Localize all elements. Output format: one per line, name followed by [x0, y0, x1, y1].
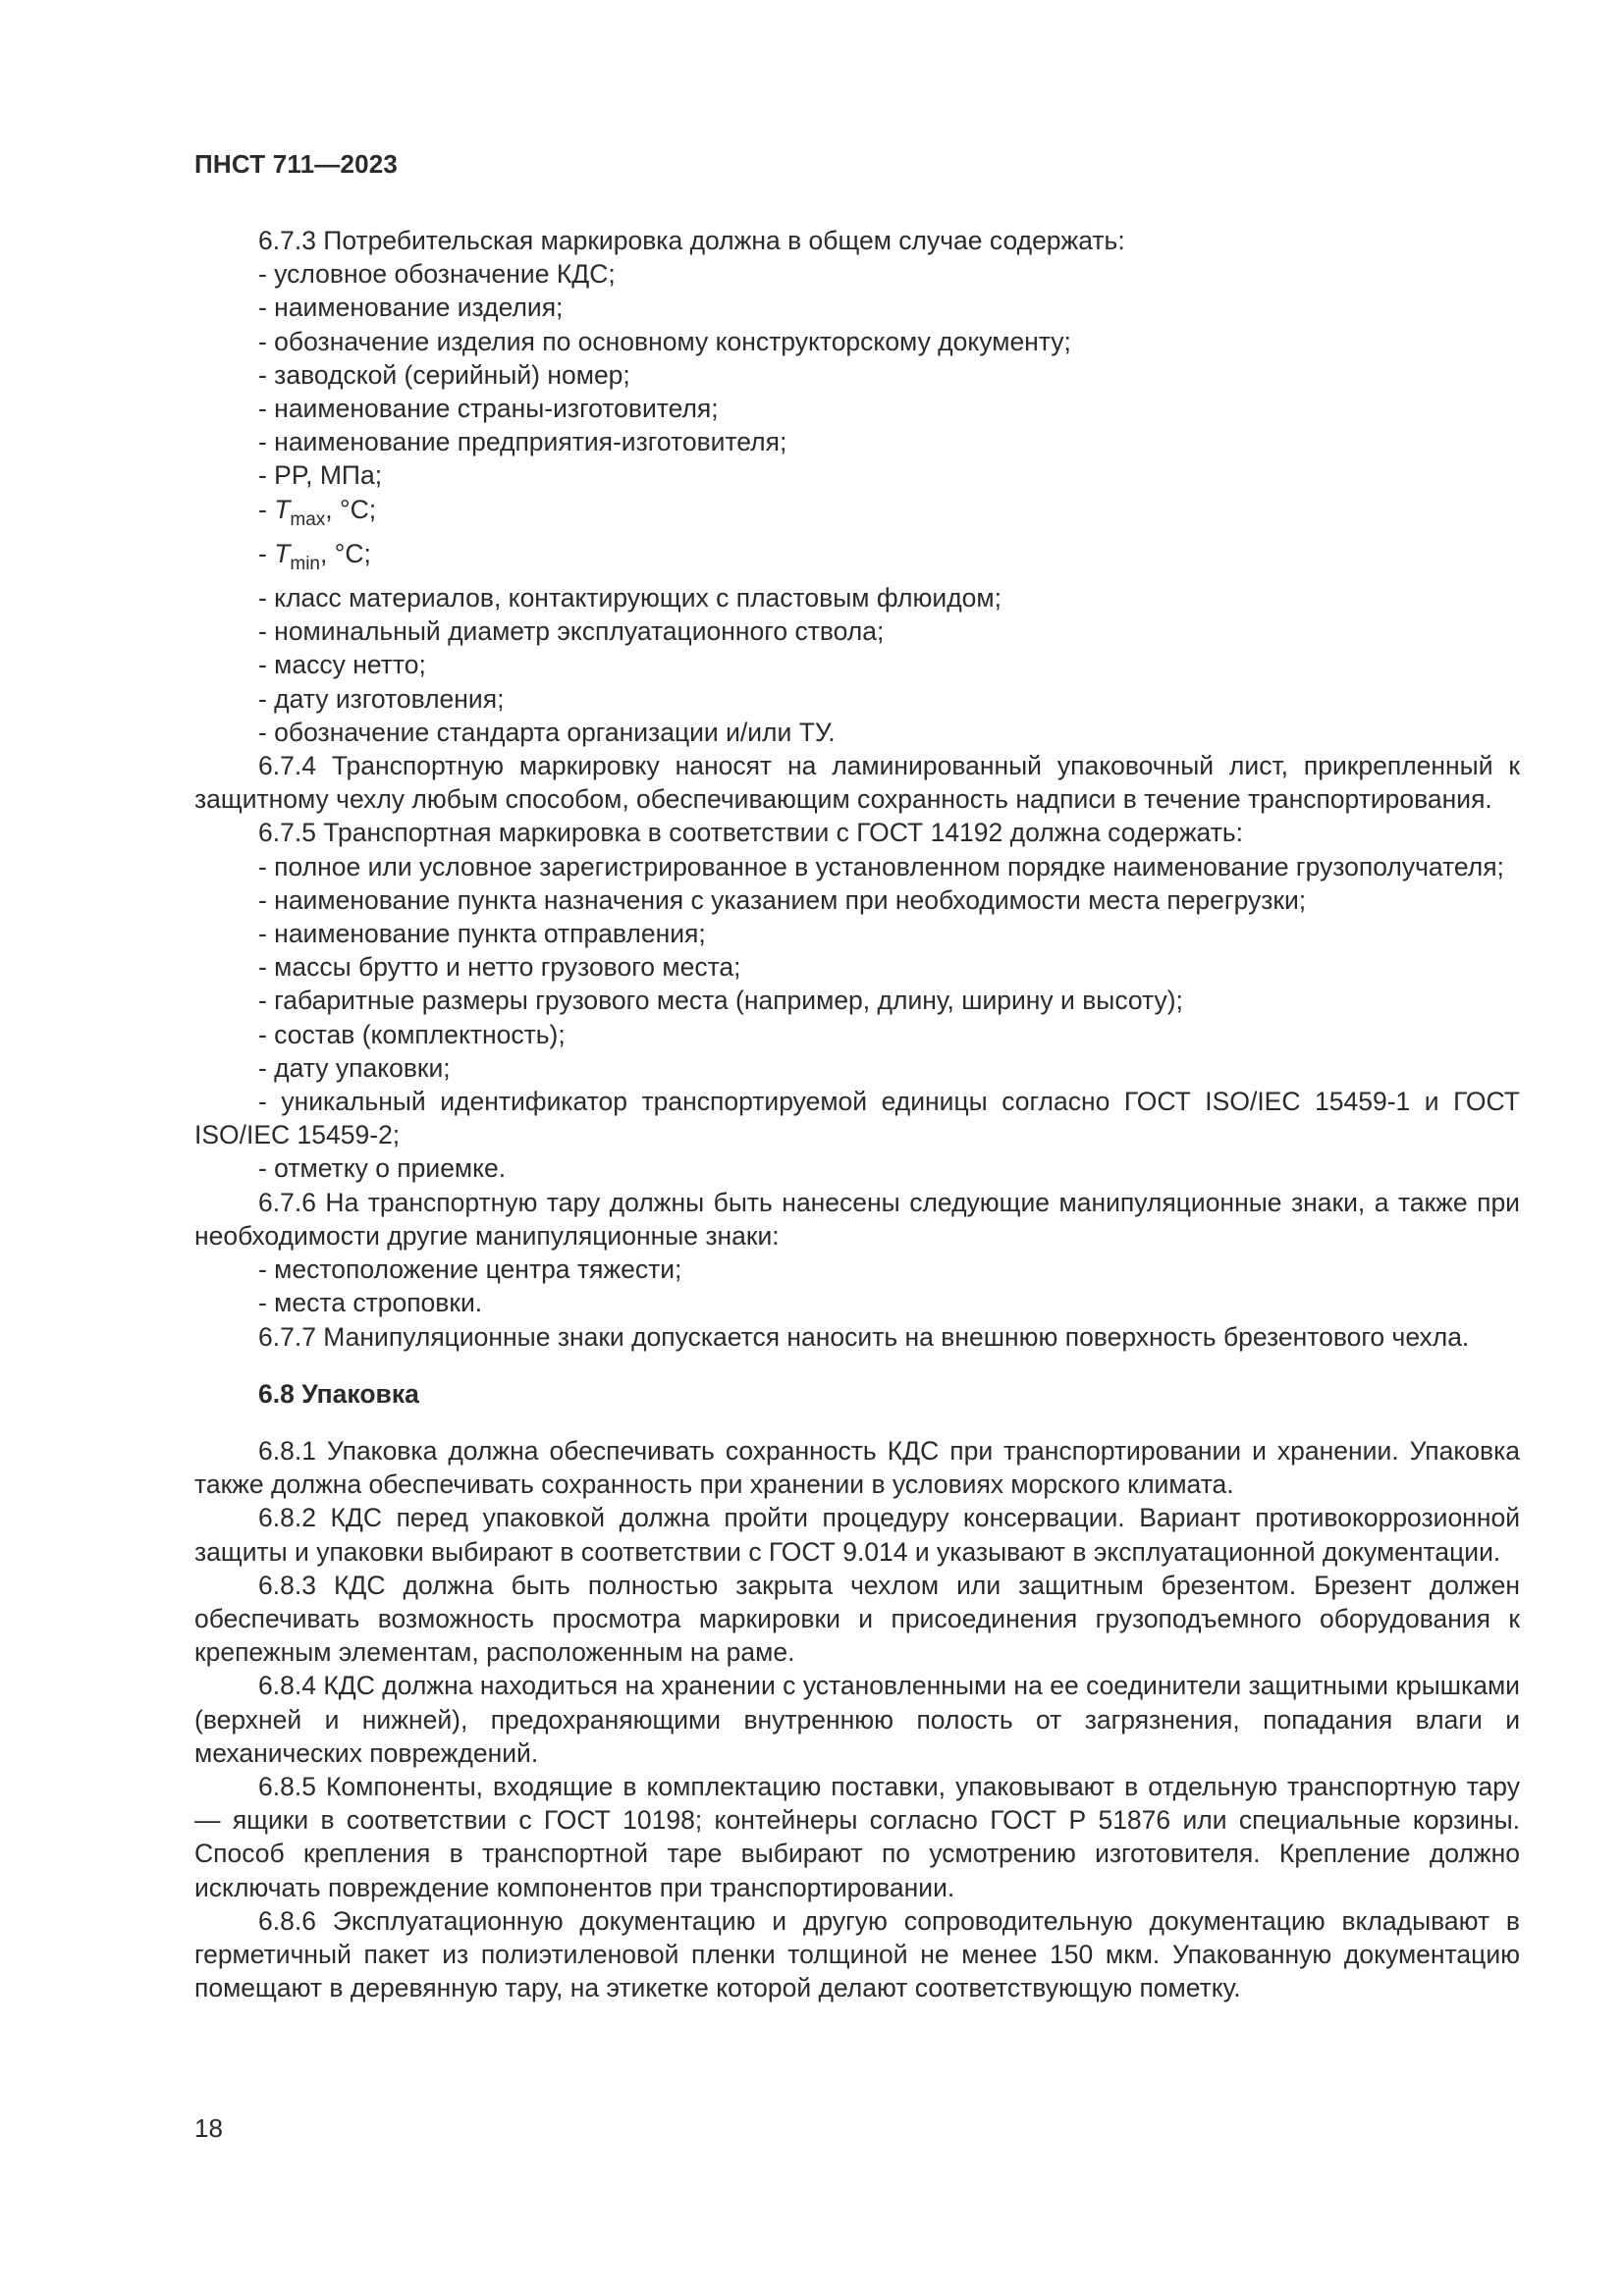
clause-6-8-6: 6.8.6 Эксплуатационную документацию и другую сопроводительную документацию вкладывают в герметичный пакет из полиэтиленовой пленки толщиной не менее 150 мкм. Упакованную документацию помещают в деревянную тару, на этикетке которой делают соответствующую пометку.: [194, 1905, 1520, 2003]
list-item: - класс материалов, контактирующих с пластовым флюидом;: [258, 583, 1001, 614]
list-item: - условное обозначение КДС;: [258, 259, 616, 290]
section-title-6-8: 6.8 Упаковка: [258, 1378, 419, 1409]
tmin-suffix: , °C;: [320, 538, 371, 568]
clause-6-7-5-intro: 6.7.5 Транспортная маркировка в соответствии с ГОСТ 14192 должна содержать:: [258, 818, 1244, 848]
clause-6-7-7: 6.7.7 Манипуляционные знаки допускается наносить на внешнюю поверхность брезентового чехла.: [258, 1321, 1470, 1352]
clause-6-8-5: 6.8.5 Компоненты, входящие в комплектацию поставки, упаковывают в отдельную транспортную тару — ящики в соответствии с ГОСТ 10198; контейнеры согласно ГОСТ Р 51876 или специальные корзины. Способ крепления в транспортной таре выбирают по усмотрению изготовителя. Крепление должно исключать повреждение компонентов при транспортировании.: [194, 1771, 1520, 1902]
list-item: - наименование страны-изготовителя;: [258, 394, 719, 424]
clause-6-8-2: 6.8.2 КДС перед упаковкой должна пройти процедуру консервации. Вариант противокоррозионной защиты и упаковки выбирают в соответствии с ГОСТ 9.014 и указывают в эксплуатационной документации.: [194, 1503, 1520, 1567]
tmin-subscript: min: [290, 553, 320, 574]
list-item: - номинальный диаметр эксплуатационного ствола;: [258, 616, 885, 647]
list-item: - габаритные размеры грузового места (например, длину, ширину и высоту);: [258, 986, 1183, 1016]
list-item: - состав (комплектность);: [258, 1019, 566, 1049]
page-body: [194, 224, 1520, 2004]
tmax-symbol: T: [274, 494, 291, 524]
list-item: - массу нетто;: [258, 650, 426, 680]
tmax-suffix: , °C;: [325, 494, 377, 524]
list-item: - наименование изделия;: [258, 293, 564, 323]
clause-6-7-4: 6.7.4 Транспортную маркировку наносят на ламинированный упаковочный лист, прикрепленный к защитному чехлу любым способом, обеспечивающим сохранность надписи в течение транспортирования.: [194, 751, 1520, 815]
list-item: - местоположение центра тяжести;: [258, 1255, 682, 1285]
list-item: - дату изготовления;: [258, 683, 505, 714]
page-number: 18: [194, 2113, 223, 2143]
clause-6-8-3: 6.8.3 КДС должна быть полностью закрыта чехлом или защитным брезентом. Брезент должен обеспечивать возможность просмотра маркировки и присоединения грузоподъемного оборудования к крепежным элементам, расположенным на раме.: [194, 1570, 1520, 1668]
tmin-symbol: T: [274, 538, 291, 568]
list-item: - обозначение стандарта организации и/или ТУ.: [258, 717, 836, 747]
list-item: - уникальный идентификатор транспортируемой единицы согласно ГОСТ ISO/IEC 15459-1 и ГОСТ ISO/IEC 15459-2;: [194, 1087, 1520, 1150]
list-item: - массы брутто и нетто грузового места;: [258, 952, 741, 983]
list-item: - наименование предприятия-изготовителя;: [258, 427, 787, 457]
list-item: - PP, МПа;: [258, 460, 383, 491]
list-item: - дату упаковки;: [258, 1052, 451, 1083]
clause-6-7-6-intro: 6.7.6 На транспортную тару должны быть нанесены следующие манипуляционные знаки, а также при необходимости другие манипуляционные знаки:: [194, 1187, 1520, 1251]
clause-6-8-1: 6.8.1 Упаковка должна обеспечивать сохранность КДС при транспортировании и хранении. Упаковка также должна обеспечивать сохранность при хранении в условиях морского климата.: [194, 1435, 1520, 1500]
list-item-tmin: [194, 537, 1520, 581]
list-item: - наименование пункта отправления;: [258, 919, 706, 949]
list-item: - заводской (серийный) номер;: [258, 359, 630, 390]
list-item: - наименование пункта назначения с указанием при необходимости места перегрузки;: [258, 884, 1307, 915]
document-header: ПНСТ 711—2023: [194, 149, 399, 179]
list-item: - обозначение изделия по основному конструкторскому документу;: [258, 326, 1071, 356]
list-item: - места строповки.: [258, 1288, 483, 1318]
tmax-subscript: max: [290, 508, 326, 530]
clause-6-8-4: 6.8.4 КДС должна находиться на хранении с установленными на ее соединители защитными крышками (верхней и нижней), предохраняющими внутреннюю полость от загрязнения, попадания влаги и механических повреждений.: [194, 1671, 1520, 1768]
clause-6-7-3-intro: 6.7.3 Потребительская маркировка должна в общем случае содержать:: [258, 226, 1125, 255]
list-item-tmax: [194, 493, 1520, 537]
tmax-prefix: -: [258, 494, 275, 524]
list-item: - полное или условное зарегистрированное в установленном порядке наименование грузополучателя;: [258, 851, 1504, 881]
list-item: - отметку о приемке.: [258, 1153, 507, 1184]
tmin-prefix: -: [258, 538, 275, 568]
